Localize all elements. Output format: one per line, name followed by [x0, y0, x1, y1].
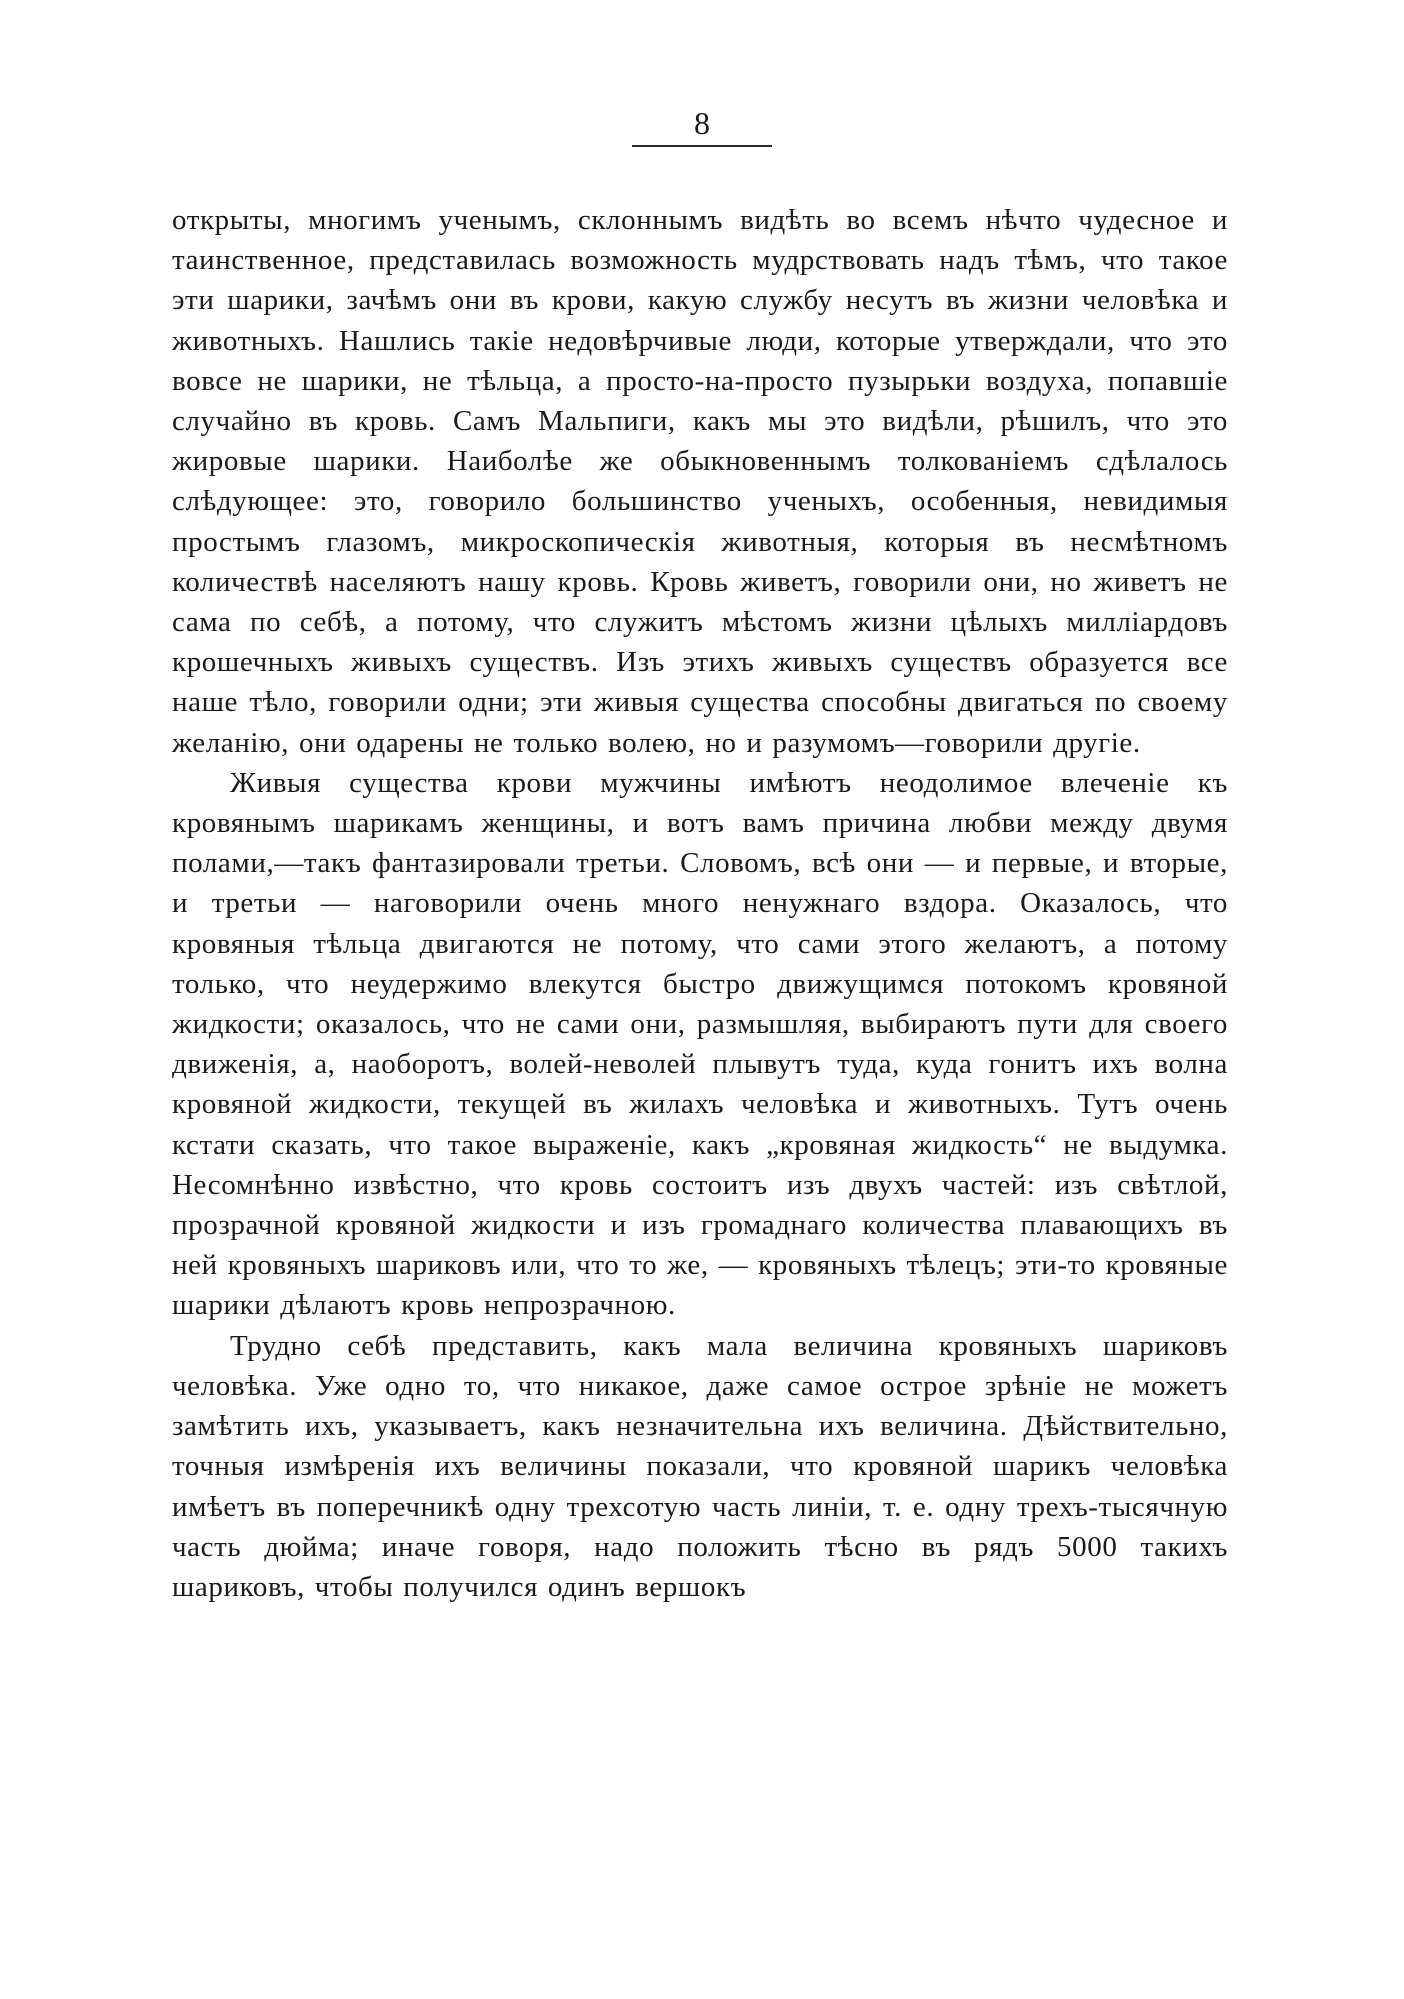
paragraph-3: Трудно себѣ представить, какъ мала величина кровяныхъ шариковъ человѣка. Уже одно то, что никакое, даже самое острое зрѣніе не можетъ замѣтить ихъ, указываетъ, какъ незначительна ихъ величина. Дѣйствительно, точныя измѣренія ихъ величины показали, что кровяной шарикъ человѣка имѣетъ въ поперечникѣ одну трехсотую часть линіи, т. е. одну трехъ-тысячную часть дюйма; иначе говоря, надо положить тѣсно въ рядъ 5000 такихъ шариковъ, чтобы получился одинъ вершокъ — [172, 1329, 1228, 1603]
header-rule — [632, 145, 772, 147]
body-text — [172, 200, 1228, 1607]
page-header — [0, 105, 1404, 147]
page-number: 8 — [694, 105, 710, 141]
paragraph-1: открыты, многимъ ученымъ, склоннымъ видѣть во всемъ нѣчто чудесное и таинственное, представилась возможность мудрствовать надъ тѣмъ, что такое эти шарики, зачѣмъ они въ крови, какую службу несутъ въ жизни человѣка и животныхъ. Нашлись такіе недовѣрчивые люди, которые утверждали, что это вовсе не шарики, не тѣльца, а просто-на-просто пузырьки воздуха, попавшіе случайно въ кровь. Самъ Мальпиги, какъ мы это видѣли, рѣшилъ, что это жировые шарики. Наиболѣе же обыкновеннымъ толкованіемъ сдѣлалось слѣдующее: это, говорило большинство ученыхъ, особенныя, невидимыя простымъ глазомъ, микроскопическія животныя, которыя въ несмѣтномъ количествѣ населяютъ нашу кровь. Кровь живетъ, говорили они, но живетъ не сама по себѣ, а потому, что служитъ мѣстомъ жизни цѣлыхъ милліардовъ крошечныхъ живыхъ существъ. Изъ этихъ живыхъ существъ образуется все наше тѣло, говорили одни; эти живыя существа способны двигаться по своему желанію, они одарены не только волею, но и разумомъ—говорили другіе. — [172, 204, 1228, 759]
paragraph-2: Живыя существа крови мужчины имѣютъ неодолимое влеченіе къ кровянымъ шарикамъ женщины, и вотъ вамъ причина любви между двумя полами,—такъ фантазировали третьи. Словомъ, всѣ они — и первые, и вторые, и третьи — наговорили очень много ненужнаго вздора. Оказалось, что кровяныя тѣльца двигаются не потому, что сами этого желаютъ, а потому только, что неудержимо влекутся быстро движущимся потокомъ кровяной жидкости; оказалось, что не сами они, размышляя, выбираютъ пути для своего движенія, а, наоборотъ, волей-неволей плывутъ туда, куда гонитъ ихъ волна кровяной жидкости, текущей въ жилахъ человѣка и животныхъ. Тутъ очень кстати сказать, что такое выраженіе, какъ „кровяная жидкость“ не выдумка. Несомнѣнно извѣстно, что кровь состоитъ изъ двухъ частей: изъ свѣтлой, прозрачной кровяной жидкости и изъ громаднаго количества плавающихъ въ ней кровяныхъ шариковъ или, что то же, — кровяныхъ тѣлецъ; эти-то кровяные шарики дѣлаютъ кровь непрозрачною. — [172, 766, 1228, 1322]
